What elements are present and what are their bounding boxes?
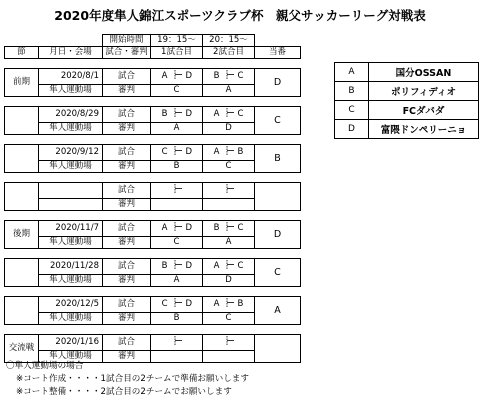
match1-sep xyxy=(171,259,183,275)
duty-cell: D xyxy=(255,69,301,97)
spacer-row xyxy=(5,59,301,69)
divider-icon xyxy=(223,183,235,194)
match1-sep xyxy=(171,107,183,123)
match2-sep xyxy=(223,221,235,237)
match2-ref: D xyxy=(203,275,255,287)
match1-sep xyxy=(171,221,183,237)
col-date-venue: 月日・会場 xyxy=(39,47,103,59)
legend-row xyxy=(335,101,479,120)
divider-icon xyxy=(171,259,183,270)
ref-label: 審判 xyxy=(103,85,151,97)
col-duty: 当番 xyxy=(255,47,301,59)
legend-team-name: 富隈ドンペリーニョ xyxy=(369,120,479,139)
legend-team-name: FCダバダ xyxy=(369,101,479,120)
notes-line-1: ※コート作成・・・・1試合目の2チームで準備お願いします xyxy=(16,374,249,384)
duty-cell xyxy=(255,183,301,211)
match2-away: C xyxy=(235,69,255,85)
divider-icon xyxy=(171,107,183,118)
match-label: 試合 xyxy=(103,69,151,85)
divider-icon xyxy=(223,297,235,308)
spacer-row xyxy=(5,287,301,297)
venue-cell xyxy=(39,199,103,211)
match1-away: D xyxy=(183,145,203,161)
date-cell xyxy=(39,183,103,199)
match2-home: A xyxy=(203,145,223,161)
ref-label: 審判 xyxy=(103,123,151,135)
col-match2: 2試合目 xyxy=(203,47,255,59)
ref-label: 審判 xyxy=(103,275,151,287)
header-time-row xyxy=(5,35,301,47)
time-slot-1: 19：15～ xyxy=(151,35,203,47)
venue-cell: 隼人運動場 xyxy=(39,85,103,97)
legend-team-name: 国分OSSAN xyxy=(369,63,479,82)
match1-away: D xyxy=(183,69,203,85)
divider-icon xyxy=(171,335,183,346)
date-cell: 2020/8/1 xyxy=(39,69,103,85)
schedule-match-row xyxy=(5,335,301,351)
ref-label: 審判 xyxy=(103,199,151,211)
match2-away xyxy=(235,335,255,351)
match1-home xyxy=(151,183,171,199)
duty-cell: C xyxy=(255,259,301,287)
ref-label: 審判 xyxy=(103,313,151,325)
match-label: 試合 xyxy=(103,335,151,351)
match2-away: C xyxy=(235,221,255,237)
ref-label: 審判 xyxy=(103,161,151,173)
match2-home xyxy=(203,335,223,351)
match1-away xyxy=(183,335,203,351)
date-cell: 2020/11/7 xyxy=(39,221,103,237)
match-label: 試合 xyxy=(103,145,151,161)
col-match1: 1試合目 xyxy=(151,47,203,59)
page-title: 2020年度隼人錦江スポーツクラブ杯 親父サッカーリーグ対戦表 xyxy=(54,8,426,23)
match2-ref: C xyxy=(203,313,255,325)
notes-line-2: ※コート整備・・・・2試合目の2チームでお願いします xyxy=(16,387,232,397)
col-match-ref: 試合・審判 xyxy=(103,47,151,59)
section-cell: 後期 xyxy=(5,221,39,249)
venue-cell: 隼人運動場 xyxy=(39,123,103,135)
spacer-row xyxy=(5,97,301,107)
spacer-row xyxy=(5,249,301,259)
divider-icon xyxy=(223,221,235,232)
match-label: 試合 xyxy=(103,297,151,313)
divider-icon xyxy=(171,145,183,156)
time-slot-2: 20：15～ xyxy=(203,35,255,47)
venue-cell: 隼人運動場 xyxy=(39,313,103,325)
match2-away: B xyxy=(235,297,255,313)
divider-icon xyxy=(171,69,183,80)
duty-cell: B xyxy=(255,145,301,173)
match1-home: B xyxy=(151,259,171,275)
match1-home: A xyxy=(151,221,171,237)
venue-cell: 隼人運動場 xyxy=(39,351,103,363)
schedule-match-row xyxy=(5,259,301,275)
match2-home: B xyxy=(203,221,223,237)
divider-icon xyxy=(223,107,235,118)
duty-cell: A xyxy=(255,297,301,325)
date-cell: 2020/12/5 xyxy=(39,297,103,313)
match2-ref: D xyxy=(203,123,255,135)
duty-cell: C xyxy=(255,107,301,135)
match1-away: D xyxy=(183,259,203,275)
notes xyxy=(6,360,249,399)
section-cell xyxy=(5,145,39,173)
match1-away: D xyxy=(183,297,203,313)
match2-ref: C xyxy=(203,161,255,173)
match2-home xyxy=(203,183,223,199)
match2-ref: A xyxy=(203,85,255,97)
divider-icon xyxy=(223,69,235,80)
team-legend xyxy=(334,62,479,139)
schedule-match-row xyxy=(5,145,301,161)
divider-icon xyxy=(171,221,183,232)
match2-away xyxy=(235,183,255,199)
match1-sep xyxy=(171,183,183,199)
divider-icon xyxy=(223,335,235,346)
match1-sep xyxy=(171,69,183,85)
legend-key: D xyxy=(335,120,369,139)
match1-sep xyxy=(171,145,183,161)
match2-sep xyxy=(223,69,235,85)
match-label: 試合 xyxy=(103,183,151,199)
section-cell xyxy=(5,259,39,287)
schedule-match-row xyxy=(5,69,301,85)
legend-team-name: ポリフィディオ xyxy=(369,82,479,101)
match2-home: A xyxy=(203,297,223,313)
duty-cell: D xyxy=(255,221,301,249)
venue-cell: 隼人運動場 xyxy=(39,161,103,173)
match1-sep xyxy=(171,297,183,313)
schedule-match-row xyxy=(5,297,301,313)
section-cell xyxy=(5,297,39,325)
match1-ref: B xyxy=(151,313,203,325)
section-cell xyxy=(5,183,39,211)
match2-sep xyxy=(223,183,235,199)
match2-sep xyxy=(223,107,235,123)
date-cell: 2020/9/12 xyxy=(39,145,103,161)
legend-row xyxy=(335,120,479,139)
match2-sep xyxy=(223,297,235,313)
date-cell: 2020/8/29 xyxy=(39,107,103,123)
duty-cell xyxy=(255,335,301,363)
divider-icon xyxy=(223,145,235,156)
section-cell xyxy=(5,107,39,135)
schedule-match-row xyxy=(5,183,301,199)
match1-ref: C xyxy=(151,237,203,249)
match2-away: C xyxy=(235,259,255,275)
schedule-match-row xyxy=(5,107,301,123)
match1-away xyxy=(183,183,203,199)
divider-icon xyxy=(171,297,183,308)
match1-sep xyxy=(171,335,183,351)
match2-sep xyxy=(223,145,235,161)
venue-cell: 隼人運動場 xyxy=(39,237,103,249)
match1-home xyxy=(151,335,171,351)
col-section: 節 xyxy=(5,47,39,59)
match2-away: C xyxy=(235,107,255,123)
legend-key: B xyxy=(335,82,369,101)
spacer-row xyxy=(5,211,301,221)
match1-away: D xyxy=(183,221,203,237)
section-cell: 交流戦 xyxy=(5,335,39,363)
match2-away: B xyxy=(235,145,255,161)
match1-ref: B xyxy=(151,161,203,173)
ref-label: 審判 xyxy=(103,237,151,249)
match2-home: A xyxy=(203,259,223,275)
spacer-row xyxy=(5,135,301,145)
notes-heading: 〇隼人運動場の場合 xyxy=(6,361,84,371)
match1-home: B xyxy=(151,107,171,123)
match2-ref: A xyxy=(203,237,255,249)
match1-ref: A xyxy=(151,275,203,287)
legend-key: C xyxy=(335,101,369,120)
match2-sep xyxy=(223,335,235,351)
spacer-row xyxy=(5,173,301,183)
match2-home: B xyxy=(203,69,223,85)
match2-sep xyxy=(223,259,235,275)
venue-cell: 隼人運動場 xyxy=(39,275,103,287)
schedule-table xyxy=(4,34,301,363)
match2-home: A xyxy=(203,107,223,123)
legend-key: A xyxy=(335,63,369,82)
start-time-label: 開始時間 xyxy=(103,35,151,47)
match1-ref: C xyxy=(151,85,203,97)
match2-ref xyxy=(203,199,255,211)
legend-row xyxy=(335,82,479,101)
match1-away: D xyxy=(183,107,203,123)
match-label: 試合 xyxy=(103,259,151,275)
match1-home: C xyxy=(151,297,171,313)
schedule-match-row xyxy=(5,221,301,237)
match1-home: C xyxy=(151,145,171,161)
ref-label: 審判 xyxy=(103,351,151,363)
legend-row xyxy=(335,63,479,82)
date-cell: 2020/1/16 xyxy=(39,335,103,351)
match1-ref xyxy=(151,199,203,211)
match-label: 試合 xyxy=(103,107,151,123)
header-column-row xyxy=(5,47,301,59)
date-cell: 2020/11/28 xyxy=(39,259,103,275)
divider-icon xyxy=(171,183,183,194)
match-label: 試合 xyxy=(103,221,151,237)
section-cell: 前期 xyxy=(5,69,39,97)
match1-ref: A xyxy=(151,123,203,135)
match1-home: A xyxy=(151,69,171,85)
divider-icon xyxy=(223,259,235,270)
spacer-row xyxy=(5,325,301,335)
